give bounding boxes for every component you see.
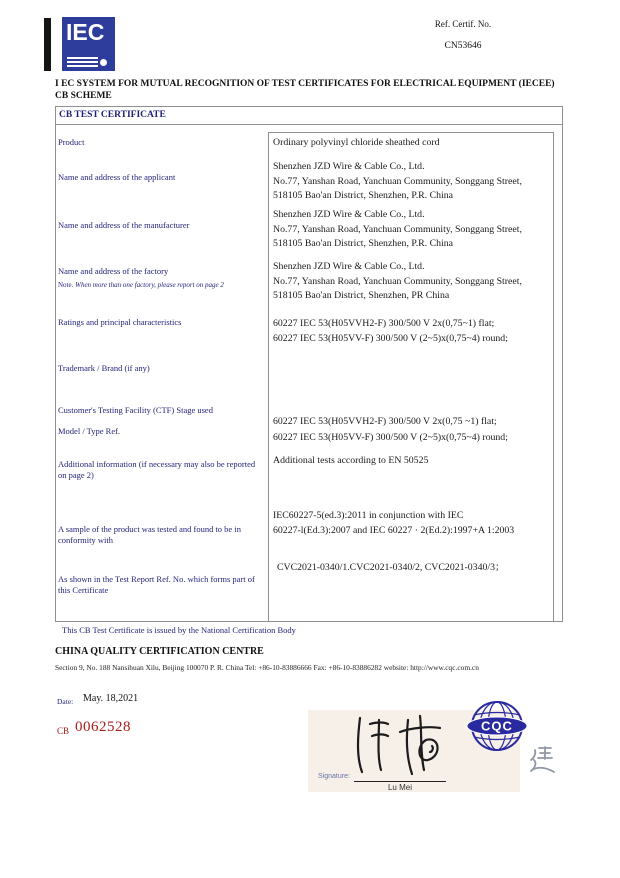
- signature-name: Lu Mei: [387, 783, 412, 792]
- label-ctf-stage: Customer's Testing Facility (CTF) Stage used: [58, 405, 213, 415]
- value-applicant: Shenzhen JZD Wire & Cable Co., Ltd. No.77, Yanshan Road, Yanchuan Community, Songgang Street, 518105 Bao'an District, Shenzhen, P.R. China: [273, 161, 522, 201]
- label-applicant: Name and address of the applicant: [58, 172, 176, 182]
- value-ratings: 60227 IEC 53(H05VVH2-F) 300/500 V 2x(0,75~1) flat; 60227 IEC 53(H05VV-F) 300/500 V (2~5)x(0,75~4) round;: [273, 318, 508, 344]
- factory-note-prefix: Note.: [58, 281, 74, 289]
- value-manufacturer: Shenzhen JZD Wire & Cable Co., Ltd. No.77, Yanshan Road, Yanchuan Community, Songgang Street, 518105 Bao'an District, Shenzhen, P.R. China: [273, 209, 522, 249]
- iec-logo-line: [67, 65, 98, 67]
- ncb-name: CHINA QUALITY CERTIFICATION CENTRE: [55, 646, 264, 657]
- signature-handwriting: [346, 712, 458, 778]
- date-label: Date:: [57, 697, 74, 706]
- globe-parallel: [474, 713, 520, 716]
- label-trademark: Trademark / Brand (if any): [58, 363, 150, 373]
- ref-certif-no-value: CN53646: [444, 41, 482, 51]
- cqc-logo-text: CQC: [481, 718, 513, 734]
- ncb-address: Section 9, No. 188 Nansihuan Xilu, Beijing 100070 P. R. China Tel: +86-10-83886666 Fax: +86-10-83886282 website: http://www.cqc.com.cn: [55, 663, 479, 672]
- iec-logo: [44, 16, 119, 73]
- certificate-value-box: [268, 132, 554, 622]
- signature-stroke: [358, 718, 362, 772]
- factory-note: [58, 281, 224, 289]
- iec-logo-text: IEC: [66, 19, 105, 45]
- signature-stroke: [430, 746, 433, 752]
- label-ratings: Ratings and principal characteristics: [58, 317, 182, 327]
- iec-logo-bar: [44, 18, 51, 71]
- scheme-title: I EC SYSTEM FOR MUTUAL RECOGNITION OF TEST CERTIFICATES FOR ELECTRICAL EQUIPMENT (IECEE) CB SCHEME: [55, 79, 555, 101]
- ref-certif-no-label: Ref. Certif. No.: [434, 19, 492, 29]
- label-model-type: Model / Type Ref.: [58, 426, 121, 436]
- value-test-report: CVC2021-0340/1.CVC2021-0340/2, CVC2021-0340/3；: [277, 562, 505, 573]
- label-product: Product: [58, 137, 85, 147]
- cb-number-prefix: CB: [57, 726, 70, 736]
- iec-logo-dot: [100, 59, 107, 66]
- iec-logo-line: [67, 57, 98, 59]
- value-product: Ordinary polyvinyl chloride sheathed cord: [273, 137, 440, 148]
- signature-line: [354, 781, 446, 782]
- stamp-character-jian: [529, 744, 555, 774]
- signature-stroke: [379, 720, 382, 770]
- iec-logo-line: [67, 61, 98, 63]
- label-conformity: A sample of the product was tested and found to be in conformity with: [58, 524, 241, 545]
- factory-note-text: When more than one factory, please report on page 2: [75, 281, 224, 289]
- label-test-report: As shown in the Test Report Ref. No. which forms part of this Certificate: [58, 574, 255, 595]
- value-conformity: IEC60227-5(ed.3):2011 in conjunction with IEC 60227-l(Ed.3):2007 and IEC 60227 · 2(Ed.2):1997+A 1:2003: [273, 510, 515, 536]
- certificate-title-box: CB TEST CERTIFICATE: [55, 106, 563, 125]
- stamp-stroke: [531, 750, 535, 760]
- date-value: May. 18,2021: [83, 693, 139, 704]
- label-manufacturer: Name and address of the manufacturer: [58, 220, 190, 230]
- iec-logo-square: [62, 17, 115, 71]
- signature-stroke: [372, 735, 388, 737]
- cqc-globe-logo: [466, 699, 528, 757]
- value-additional-info: Additional tests according to EN 50525: [273, 455, 429, 466]
- stamp-stroke: [532, 768, 554, 772]
- issued-by-line: This CB Test Certificate is issued by the National Certification Body: [62, 625, 296, 635]
- label-factory: Name and address of the factory: [58, 266, 169, 276]
- value-model-type: 60227 IEC 53(H05VVH2-F) 300/500 V 2x(0,75 ~1) flat; 60227 IEC 53(H05VV-F) 300/500 V (2~5)x(0,75~4) round;: [273, 416, 508, 443]
- globe-parallel: [474, 737, 520, 740]
- signature-label: Signature:: [318, 773, 350, 780]
- label-additional-info: Additional information (if necessary may also be reported on page 2): [58, 459, 256, 480]
- value-factory: Shenzhen JZD Wire & Cable Co., Ltd. No.77, Yanshan Road, Yanchuan Community, Songgang Street, 518105 Bao'an District, Shenzhen, PR China: [273, 261, 522, 301]
- cb-number: 0062528: [75, 719, 131, 735]
